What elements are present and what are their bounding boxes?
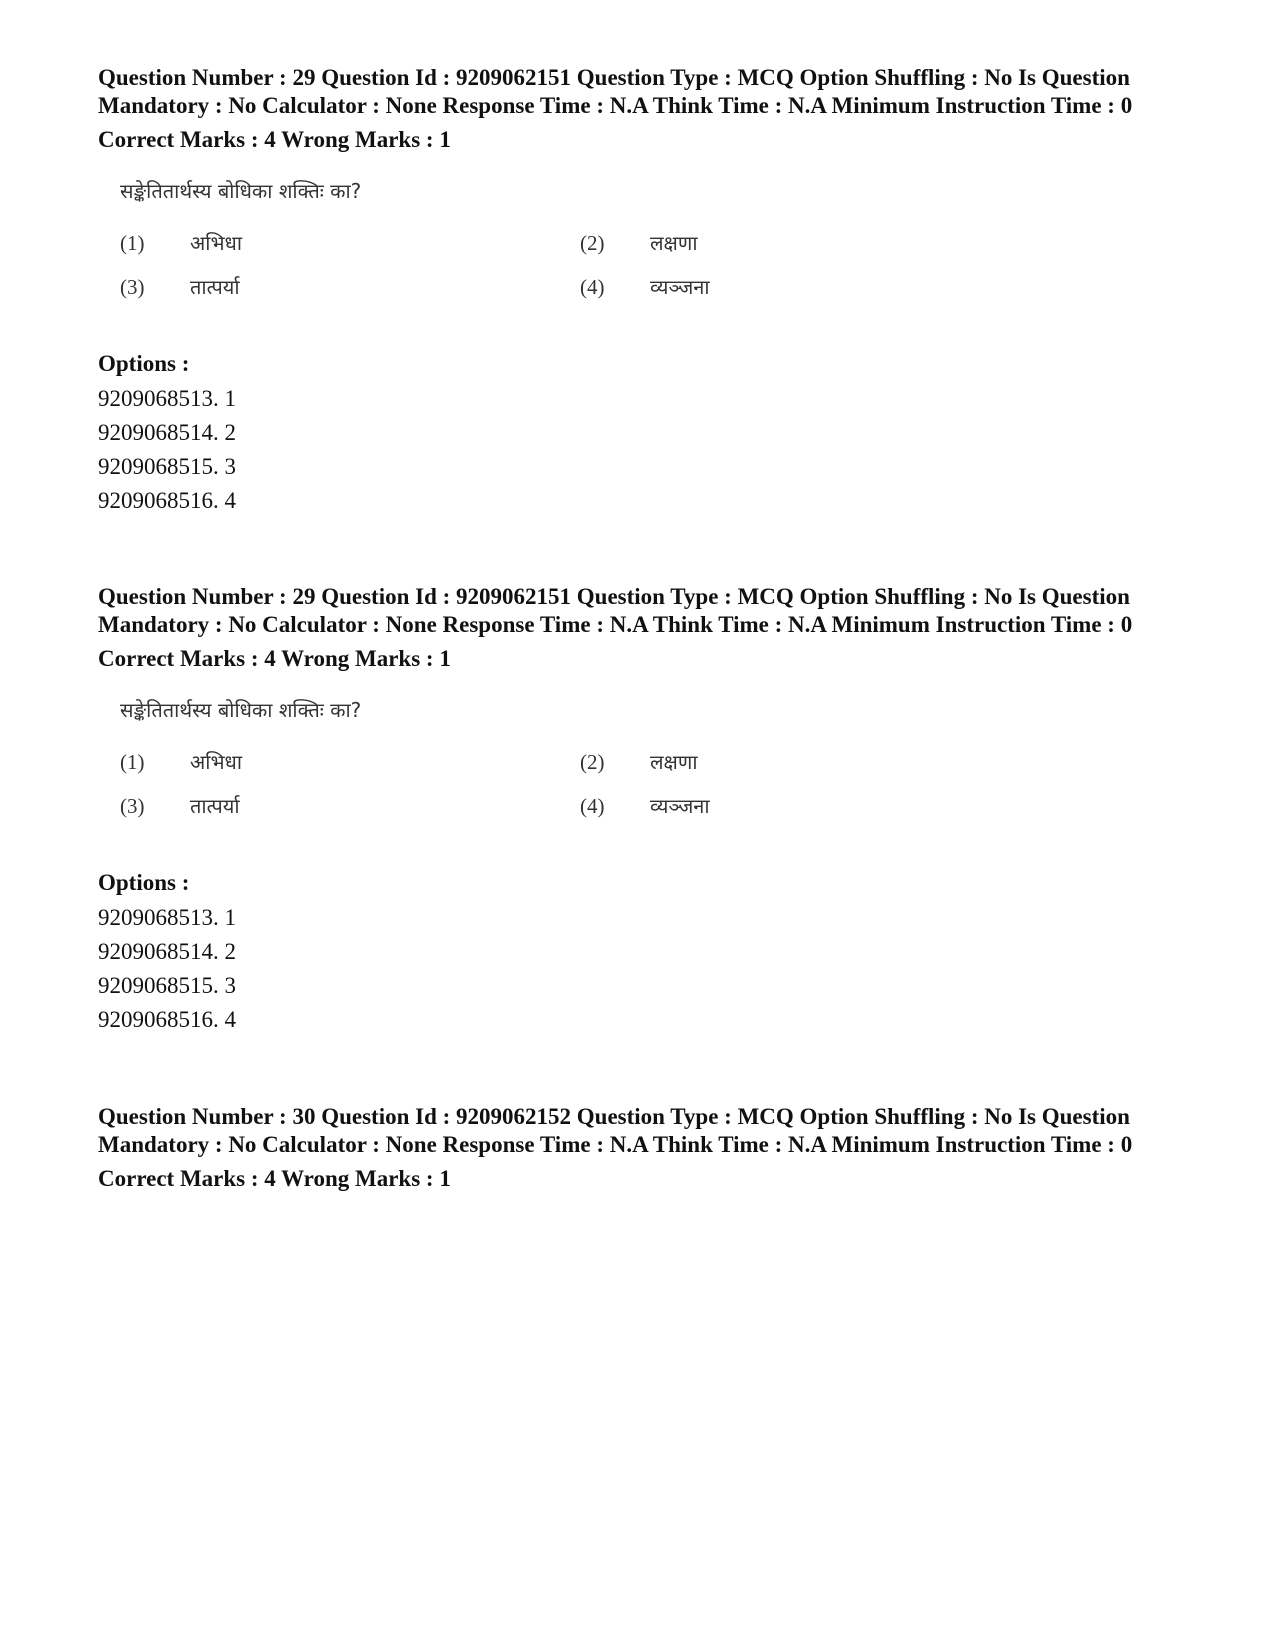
question-block-1 — [98, 64, 1188, 518]
choice-text: लक्षणा — [650, 750, 698, 774]
options-list — [98, 382, 1188, 518]
choice-text: अभिधा — [190, 231, 242, 255]
choice-1 — [120, 230, 242, 256]
question-marks: Correct Marks : 4 Wrong Marks : 1 — [98, 646, 451, 671]
question-meta: Question Number : 29 Question Id : 9209062151 Question Type : MCQ Option Shuffling : No Is Question Mandatory : No Calculator : None Response Time : N.A Think Time : N.A Minimum Instruction Time : 0 — [98, 584, 1133, 637]
choice-1 — [120, 749, 242, 775]
question-meta: Question Number : 29 Question Id : 9209062151 Question Type : MCQ Option Shuffling : No Is Question Mandatory : No Calculator : None Response Time : N.A Think Time : N.A Minimum Instruction Time : 0 — [98, 65, 1133, 118]
option-line: 9209068513. 1 — [98, 905, 236, 930]
choice-text: लक्षणा — [650, 231, 698, 255]
option-line: 9209068514. 2 — [98, 420, 236, 445]
question-block-2 — [98, 583, 1188, 1037]
options-list — [98, 901, 1188, 1037]
options-heading: Options : — [98, 870, 190, 895]
choice-text: व्यञ्जना — [650, 275, 710, 299]
choice-2 — [580, 749, 698, 775]
question-meta: Question Number : 30 Question Id : 9209062152 Question Type : MCQ Option Shuffling : No Is Question Mandatory : No Calculator : None Response Time : N.A Think Time : N.A Minimum Instruction Time : 0 — [98, 1104, 1133, 1157]
choice-4 — [580, 274, 710, 300]
question-marks: Correct Marks : 4 Wrong Marks : 1 — [98, 127, 451, 152]
choice-number: (2) — [580, 231, 605, 255]
choice-number: (1) — [120, 750, 145, 774]
choice-text: तात्पर्या — [190, 794, 240, 818]
choice-number: (2) — [580, 750, 605, 774]
options-heading: Options : — [98, 351, 190, 376]
choice-3 — [120, 793, 240, 819]
option-line: 9209068513. 1 — [98, 386, 236, 411]
question-marks: Correct Marks : 4 Wrong Marks : 1 — [98, 1166, 451, 1191]
choice-number: (3) — [120, 275, 145, 299]
choice-4 — [580, 793, 710, 819]
choice-2 — [580, 230, 698, 256]
option-line: 9209068516. 4 — [98, 488, 236, 513]
choice-number: (4) — [580, 275, 605, 299]
question-image — [120, 178, 720, 318]
choice-text: तात्पर्या — [190, 275, 240, 299]
question-image — [120, 697, 720, 837]
question-text: सङ्केतितार्थस्य बोधिका शक्तिः का? — [120, 179, 362, 203]
question-text: सङ्केतितार्थस्य बोधिका शक्तिः का? — [120, 698, 362, 722]
choice-text: अभिधा — [190, 750, 242, 774]
choice-number: (4) — [580, 794, 605, 818]
option-line: 9209068515. 3 — [98, 973, 236, 998]
choice-number: (3) — [120, 794, 145, 818]
question-block-3 — [98, 1103, 1188, 1193]
option-line: 9209068515. 3 — [98, 454, 236, 479]
choice-number: (1) — [120, 231, 145, 255]
choice-text: व्यञ्जना — [650, 794, 710, 818]
option-line: 9209068514. 2 — [98, 939, 236, 964]
choice-3 — [120, 274, 240, 300]
option-line: 9209068516. 4 — [98, 1007, 236, 1032]
